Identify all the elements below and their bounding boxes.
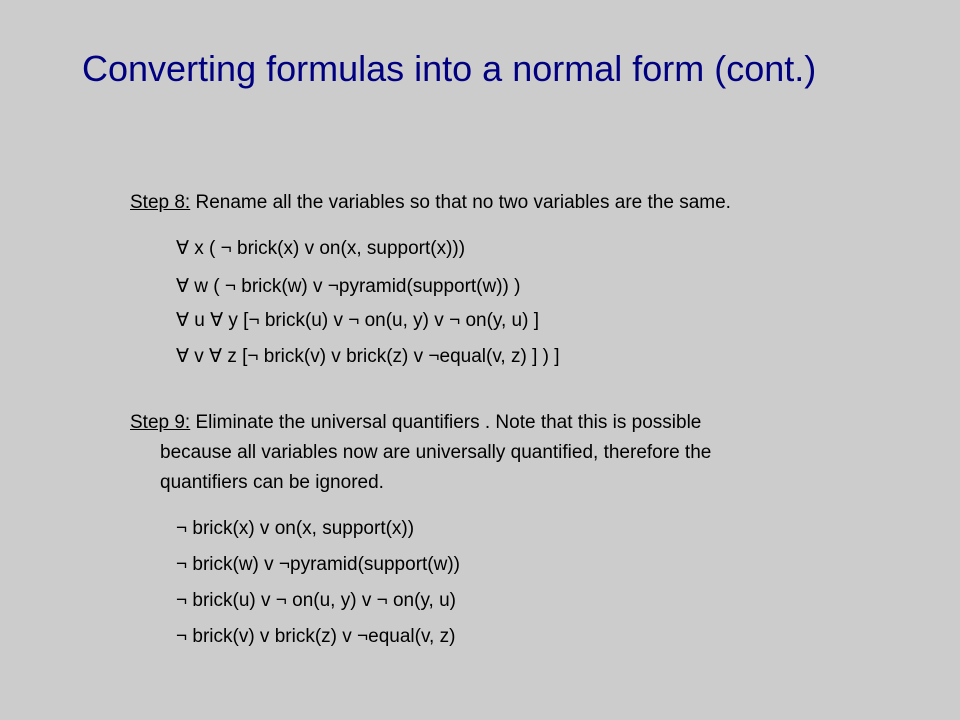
- step9-text-line2: because all variables now are universally quantified, therefore the: [160, 442, 712, 463]
- step9-formula-1: ¬ brick(x) v on(x, support(x)): [176, 518, 415, 539]
- step9-formula-3: ¬ brick(u) v ¬ on(u, y) v ¬ on(y, u): [176, 590, 456, 611]
- step9-text-line1: Eliminate the universal quantifiers . Note that this is possible: [190, 412, 702, 433]
- step8-formula-4: ∀ v ∀ z [¬ brick(v) v brick(z) v ¬equal(v, z) ] ) ]: [176, 346, 560, 367]
- step8-formula-3: ∀ u ∀ y [¬ brick(u) v ¬ on(u, y) v ¬ on(y, u) ]: [176, 310, 540, 331]
- step8-formula-1: ∀ x ( ¬ brick(x) v on(x, support(x))): [176, 238, 466, 259]
- step8-heading: [130, 191, 731, 215]
- step8-label: Step 8:: [130, 192, 191, 213]
- step9-label: Step 9:: [130, 412, 191, 433]
- step9-formula-2: ¬ brick(w) v ¬pyramid(support(w)): [176, 554, 460, 575]
- slide-title: Converting formulas into a normal form (cont.): [82, 48, 817, 89]
- step8-formula-2: ∀ w ( ¬ brick(w) v ¬pyramid(support(w)) ): [176, 276, 521, 297]
- step9-text-line3: quantifiers can be ignored.: [160, 472, 384, 493]
- step9-formula-4: ¬ brick(v) v brick(z) v ¬equal(v, z): [176, 626, 456, 647]
- step9-heading: [130, 411, 701, 435]
- step8-text: Rename all the variables so that no two variables are the same.: [190, 192, 731, 213]
